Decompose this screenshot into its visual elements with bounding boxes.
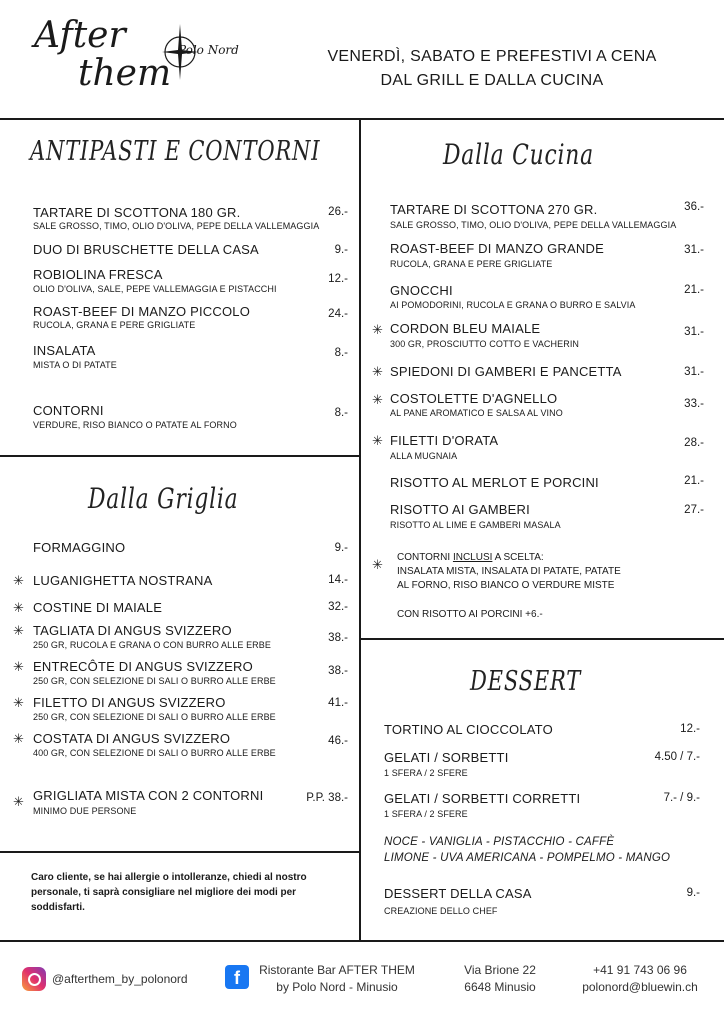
address-line2: 6648 Minusio xyxy=(464,980,536,994)
logo-polo-nord: Polo Nord xyxy=(178,43,239,57)
griglia-item-price: 9.- xyxy=(334,542,348,554)
griglia-item-price: P.P. 38.- xyxy=(306,792,348,804)
antipasti-item-price: 12.- xyxy=(328,273,348,285)
dessert-item-desc: 1 SFERA / 2 SFERE xyxy=(384,768,468,778)
antipasti-item-price: 26.- xyxy=(328,206,348,218)
section-title-dessert: DESSERT xyxy=(470,666,582,697)
antipasti-item-price: 24.- xyxy=(328,308,348,320)
griglia-item-name: COSTINE DI MAIALE xyxy=(33,600,163,615)
antipasti-item-desc: MISTA O DI PATATE xyxy=(33,360,117,370)
divider-top xyxy=(0,118,724,120)
cucina-item-name: ROAST-BEEF DI MANZO GRANDE xyxy=(390,241,604,256)
logo-after: After xyxy=(34,15,126,56)
antipasti-item-name: ROBIOLINA FRESCA xyxy=(33,267,163,282)
griglia-item-price: 14.- xyxy=(328,574,348,586)
dessert-item-desc: CREAZIONE DELLO CHEF xyxy=(384,906,498,916)
cucina-item-desc: AI POMODORINI, RUCOLA E GRANA O BURRO E SALVIA xyxy=(390,300,636,310)
cucina-item-name: TARTARE DI SCOTTONA 270 GR. xyxy=(390,202,598,217)
dessert-item-name: GELATI / SORBETTI xyxy=(384,750,509,765)
antipasti-item-name: DUO DI BRUSCHETTE DELLA CASA xyxy=(33,242,259,257)
facebook-name[interactable]: Ristorante Bar AFTER THEM xyxy=(259,963,415,977)
dessert-item-name: GELATI / SORBETTI CORRETTI xyxy=(384,791,581,806)
griglia-item-price: 38.- xyxy=(328,665,348,677)
cucina-item-desc: RUCOLA, GRANA E PERE GRIGLIATE xyxy=(390,259,553,269)
griglia-item-price: 46.- xyxy=(328,735,348,747)
asterisk-icon: ✳ xyxy=(372,364,383,379)
griglia-item-price: 32.- xyxy=(328,601,348,613)
griglia-item-desc: 250 GR, RUCOLA E GRANA O CON BURRO ALLE ERBE xyxy=(33,640,271,650)
dessert-item-price: 9.- xyxy=(686,887,700,899)
divider-bottom xyxy=(0,940,724,942)
cucina-item-price: 31.- xyxy=(684,244,704,256)
antipasti-item-price: 9.- xyxy=(334,244,348,256)
cucina-item-price: 31.- xyxy=(684,326,704,338)
asterisk-icon: ✳ xyxy=(13,695,24,710)
cucina-item-name: FILETTI D'ORATA xyxy=(390,433,499,448)
facebook-icon[interactable]: f xyxy=(225,965,249,989)
cucina-item-price: 21.- xyxy=(684,475,704,487)
cucina-item-price: 33.- xyxy=(684,398,704,410)
risotto-note: CON RISOTTO AI PORCINI +6.- xyxy=(397,609,543,620)
email-address[interactable]: polonord@bluewin.ch xyxy=(582,980,698,994)
asterisk-icon: ✳ xyxy=(372,322,383,337)
griglia-item-name: GRIGLIATA MISTA CON 2 CONTORNI xyxy=(33,788,264,803)
logo-them: them xyxy=(78,53,172,94)
cucina-item-name: SPIEDONI DI GAMBERI E PANCETTA xyxy=(390,364,622,379)
cucina-item-name: CORDON BLEU MAIALE xyxy=(390,321,541,336)
section-title-antipasti: ANTIPASTI E CONTORNI xyxy=(30,136,321,167)
contorni-note-line3: AL FORNO, RISO BIANCO O VERDURE MISTE xyxy=(397,580,615,591)
griglia-item-name: ENTRECÔTE DI ANGUS SVIZZERO xyxy=(33,659,253,674)
asterisk-icon: ✳ xyxy=(372,392,383,407)
griglia-item-desc: MINIMO DUE PERSONE xyxy=(33,806,137,816)
instagram-icon[interactable] xyxy=(22,967,46,991)
divider-left-2 xyxy=(0,851,359,853)
antipasti-item-name: TARTARE DI SCOTTONA 180 GR. xyxy=(33,205,241,220)
address-line1: Via Brione 22 xyxy=(464,963,536,977)
divider-vertical xyxy=(359,119,361,941)
cucina-item-price: 27.- xyxy=(684,504,704,516)
antipasti-item-price: 8.- xyxy=(334,347,348,359)
contorni-note-line2: INSALATA MISTA, INSALATA DI PATATE, PATATE xyxy=(397,566,621,577)
griglia-item-desc: 250 GR, CON SELEZIONE DI SALI O BURRO ALLE ERBE xyxy=(33,676,276,686)
cucina-item-price: 36.- xyxy=(684,201,704,213)
griglia-item-desc: 250 GR, CON SELEZIONE DI SALI O BURRO ALLE ERBE xyxy=(33,712,276,722)
dessert-item-price: 4.50 / 7.- xyxy=(654,751,700,763)
griglia-item-name: FILETTO DI ANGUS SVIZZERO xyxy=(33,695,226,710)
section-title-cucina: Dalla Cucina xyxy=(443,138,594,171)
dessert-item-price: 12.- xyxy=(680,723,700,735)
asterisk-icon: ✳ xyxy=(13,659,24,674)
antipasti-item-name: ROAST-BEEF DI MANZO PICCOLO xyxy=(33,304,251,319)
antipasti-item-desc: OLIO D'OLIVA, SALE, PEPE VALLEMAGGIA E PISTACCHI xyxy=(33,284,277,294)
antipasti-item-name: INSALATA xyxy=(33,343,96,358)
antipasti-item-name: CONTORNI xyxy=(33,403,104,418)
cucina-item-price: 31.- xyxy=(684,366,704,378)
dessert-item-name: TORTINO AL CIOCCOLATO xyxy=(384,722,553,737)
griglia-item-price: 41.- xyxy=(328,697,348,709)
asterisk-icon: ✳ xyxy=(372,433,383,448)
cucina-item-name: COSTOLETTE D'AGNELLO xyxy=(390,391,558,406)
asterisk-icon: ✳ xyxy=(13,573,24,588)
antipasti-item-desc: SALE GROSSO, TIMO, OLIO D'OLIVA, PEPE DELLA VALLEMAGGIA xyxy=(33,221,320,231)
asterisk-icon: ✳ xyxy=(13,600,24,615)
allergy-note: Caro cliente, se hai allergie o intolleranze, chiedi al nostro personale, ti saprà consigliare nel migliore dei modi per soddisfarti. xyxy=(31,872,307,913)
asterisk-icon: ✳ xyxy=(13,623,24,638)
cucina-item-price: 28.- xyxy=(684,437,704,449)
asterisk-icon: ✳ xyxy=(372,557,383,572)
divider-right-1 xyxy=(360,638,724,640)
asterisk-icon: ✳ xyxy=(13,794,24,809)
cucina-item-desc: AL PANE AROMATICO E SALSA AL VINO xyxy=(390,408,563,418)
dessert-flavors-line2: LIMONE - UVA AMERICANA - POMPELMO - MANGO xyxy=(384,852,671,864)
cucina-item-price: 21.- xyxy=(684,284,704,296)
cucina-item-desc: ALLA MUGNAIA xyxy=(390,451,458,461)
antipasti-item-desc: RUCOLA, GRANA E PERE GRIGLIATE xyxy=(33,320,196,330)
instagram-handle[interactable]: @afterthem_by_polonord xyxy=(52,972,188,986)
section-title-griglia: Dalla Griglia xyxy=(88,482,239,515)
cucina-item-name: GNOCCHI xyxy=(390,283,453,298)
cucina-item-desc: RISOTTO AL LIME E GAMBERI MASALA xyxy=(390,520,561,530)
griglia-item-name: LUGANIGHETTA NOSTRANA xyxy=(33,573,213,588)
dessert-item-desc: 1 SFERA / 2 SFERE xyxy=(384,809,468,819)
cucina-item-name: RISOTTO AI GAMBERI xyxy=(390,502,530,517)
griglia-item-name: FORMAGGINO xyxy=(33,540,126,555)
contorni-note-line1: CONTORNI INCLUSI A SCELTA: xyxy=(397,552,544,563)
header-line-1: VENERDÌ, SABATO E PREFESTIVI A CENA xyxy=(327,48,657,65)
antipasti-item-desc: VERDURE, RISO BIANCO O PATATE AL FORNO xyxy=(33,420,237,430)
griglia-item-desc: 400 GR, CON SELEZIONE DI SALI O BURRO ALLE ERBE xyxy=(33,748,276,758)
header-line-2: DAL GRILL E DALLA CUCINA xyxy=(380,72,604,89)
asterisk-icon: ✳ xyxy=(13,731,24,746)
cucina-item-desc: 300 GR, PROSCIUTTO COTTO E VACHERIN xyxy=(390,339,580,349)
dessert-flavors-line1: NOCE - VANIGLIA - PISTACCHIO - CAFFÈ xyxy=(384,836,615,848)
phone-number[interactable]: +41 91 743 06 96 xyxy=(593,963,687,977)
griglia-item-name: COSTATA DI ANGUS SVIZZERO xyxy=(33,731,231,746)
dessert-item-name: DESSERT DELLA CASA xyxy=(384,886,532,901)
cucina-item-name: RISOTTO AL MERLOT E PORCINI xyxy=(390,475,599,490)
griglia-item-name: TAGLIATA DI ANGUS SVIZZERO xyxy=(33,623,232,638)
facebook-subtitle: by Polo Nord - Minusio xyxy=(276,980,398,994)
dessert-item-price: 7.- / 9.- xyxy=(663,792,700,804)
cucina-item-desc: SALE GROSSO, TIMO, OLIO D'OLIVA, PEPE DELLA VALLEMAGGIA xyxy=(390,220,677,230)
divider-left-1 xyxy=(0,455,359,457)
griglia-item-price: 38.- xyxy=(328,632,348,644)
antipasti-item-price: 8.- xyxy=(334,407,348,419)
